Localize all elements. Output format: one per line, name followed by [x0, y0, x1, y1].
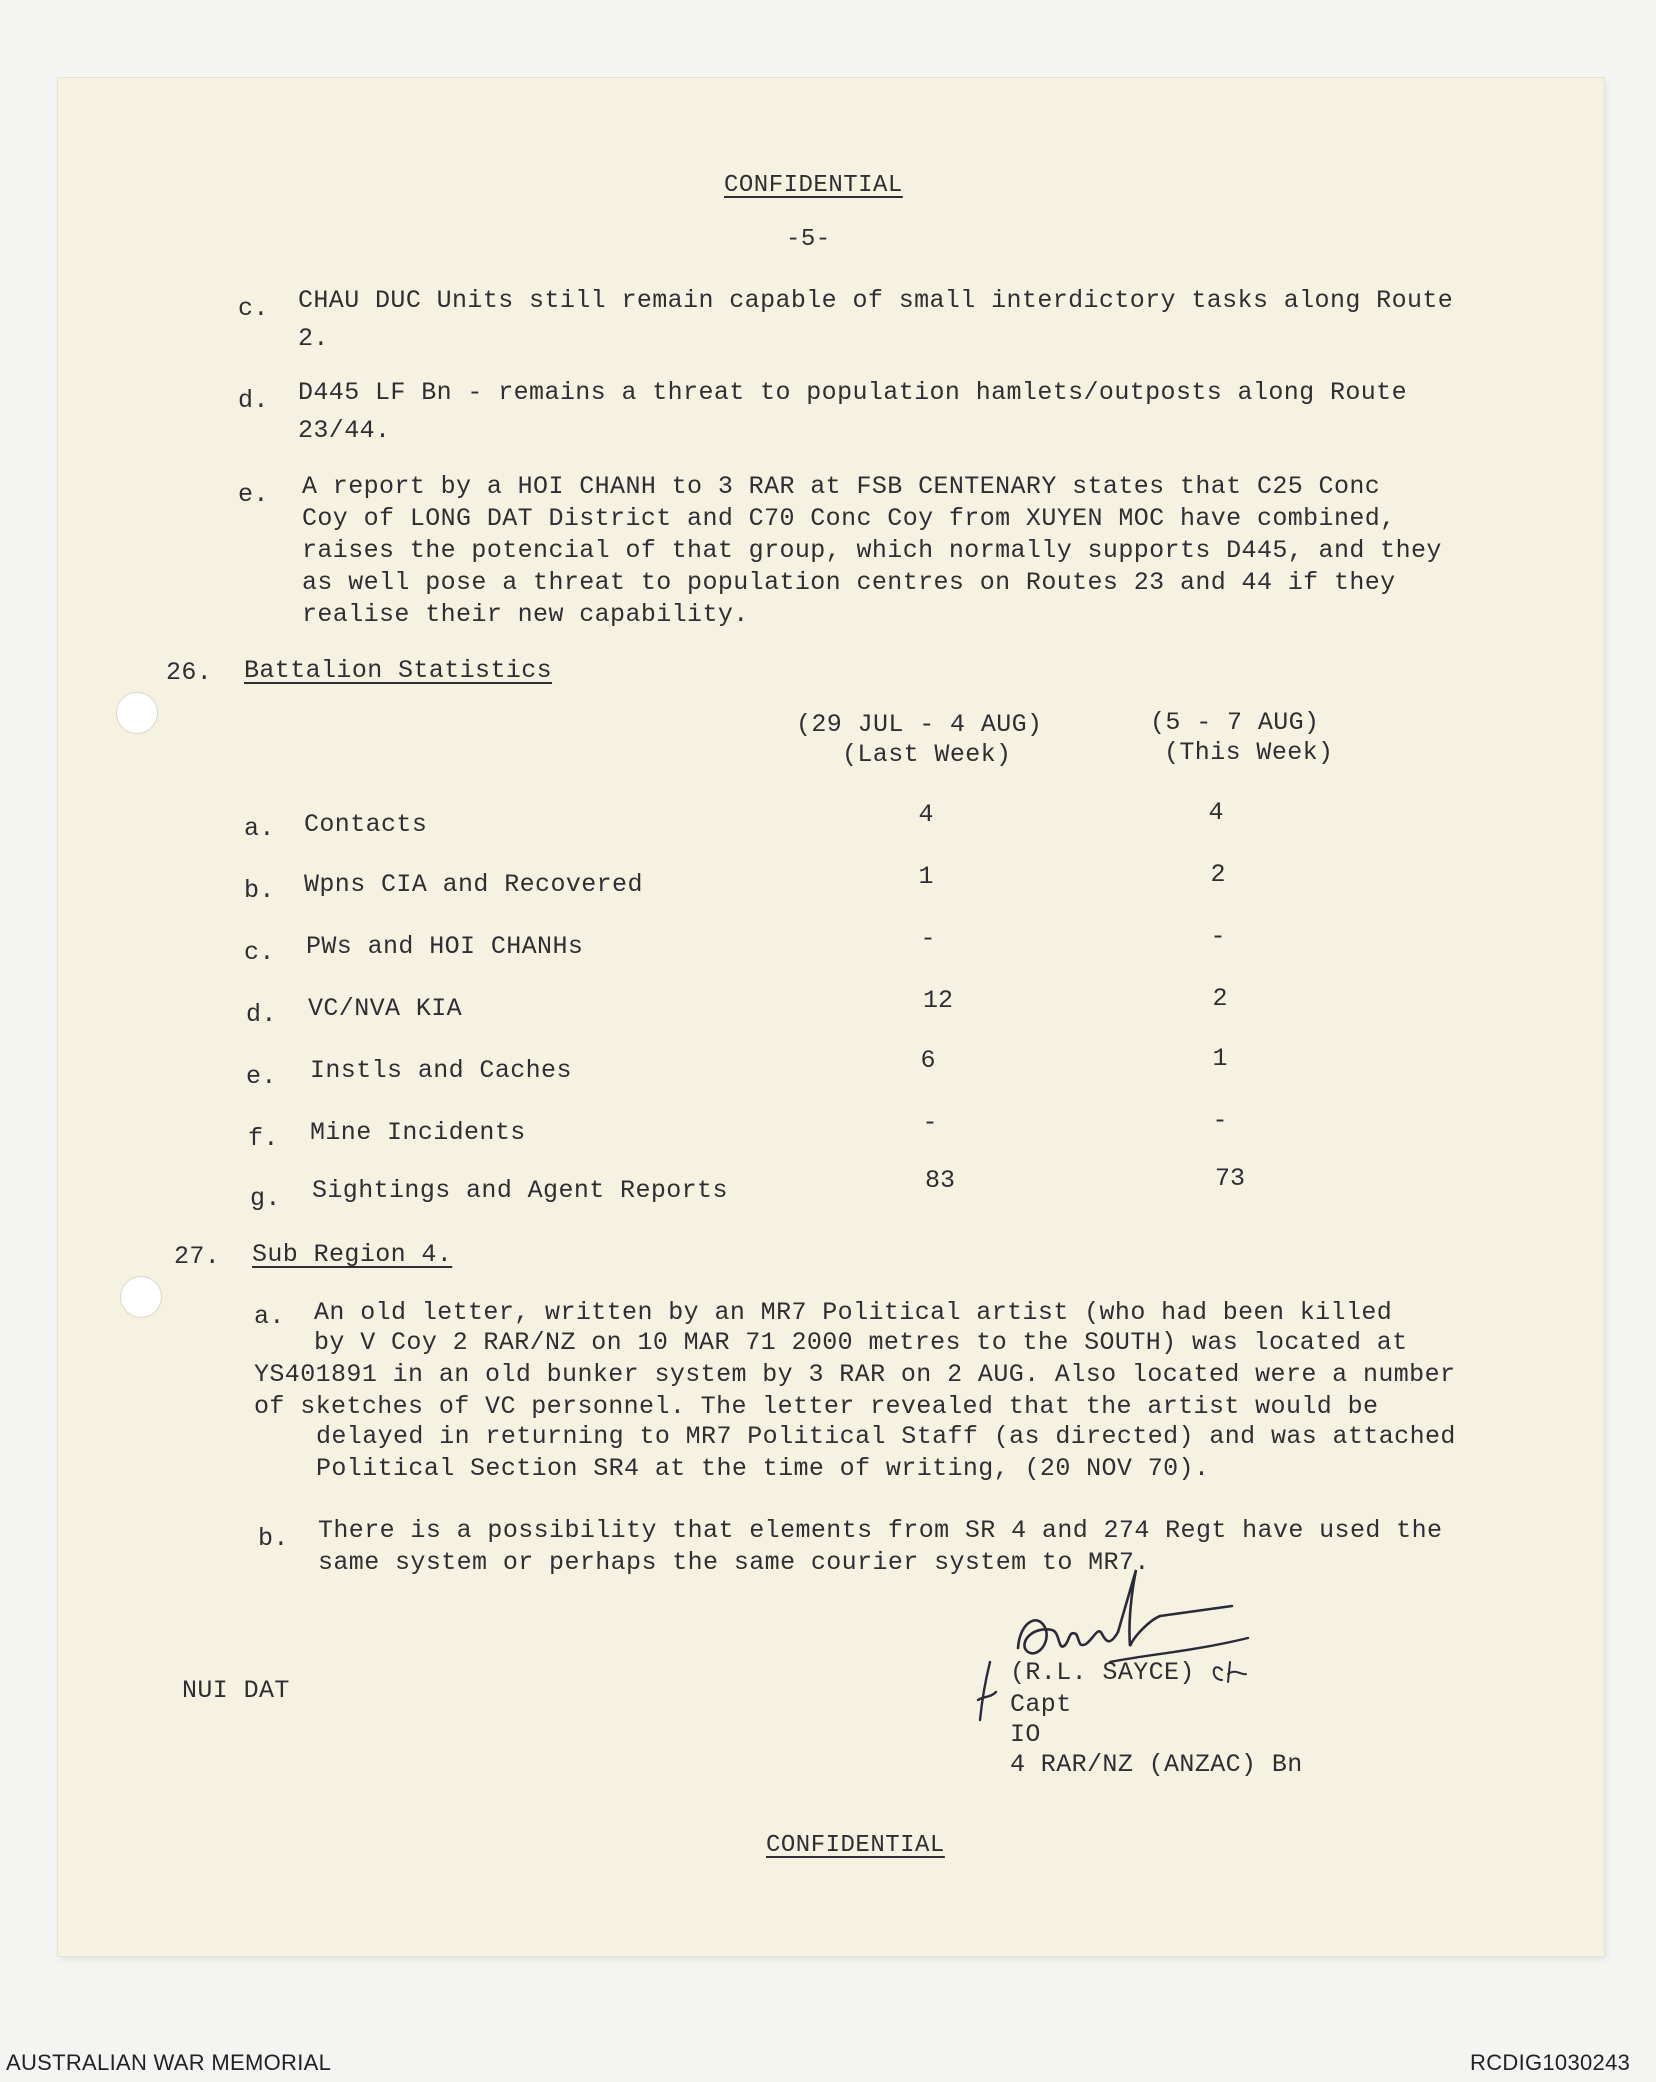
signatory-rank: Capt: [1010, 1690, 1072, 1719]
stat-last-week: 83: [924, 1166, 955, 1195]
document-page: [58, 78, 1604, 1956]
item-line: 23/44.: [298, 416, 391, 445]
section-number: 26.: [166, 658, 213, 687]
stat-label: PWs and HOI CHANHs: [306, 932, 584, 961]
para-letter: b.: [258, 1524, 289, 1553]
item-letter: c.: [238, 294, 269, 323]
stat-label: Instls and Caches: [310, 1056, 572, 1085]
item-line: 2.: [298, 324, 329, 353]
para-line: by V Coy 2 RAR/NZ on 10 MAR 71 2000 metres to the SOUTH) was located at: [314, 1328, 1408, 1357]
para-line: An old letter, written by an MR7 Political artist (who had been killed: [314, 1298, 1393, 1327]
item-line: Coy of LONG DAT District and C70 Conc Coy from XUYEN MOC have combined,: [302, 504, 1396, 533]
stat-letter: f.: [248, 1124, 279, 1153]
stat-this-week: 4: [1208, 798, 1224, 827]
stat-letter: a.: [244, 814, 275, 843]
handwritten-signature: [960, 1550, 1260, 1730]
item-line: raises the potencial of that group, which normally supports D445, and they: [302, 536, 1442, 565]
stat-letter: b.: [244, 876, 275, 905]
para-line: same system or perhaps the same courier system to MR7.: [318, 1548, 1150, 1577]
classification-header: CONFIDENTIAL: [724, 172, 903, 199]
stat-last-week: 6: [920, 1046, 936, 1075]
stat-label: Wpns CIA and Recovered: [304, 870, 643, 899]
col-header-last-week: (Last Week): [842, 740, 1012, 769]
stat-label: VC/NVA KIA: [308, 994, 463, 1023]
punch-hole-bottom: [120, 1276, 162, 1318]
archive-name: AUSTRALIAN WAR MEMORIAL: [6, 2050, 332, 2075]
stat-letter: d.: [246, 1000, 277, 1029]
page-number: -5-: [786, 226, 831, 253]
stat-this-week: -: [1210, 922, 1226, 951]
stat-this-week: 2: [1210, 860, 1226, 889]
stat-last-week: 4: [918, 800, 934, 829]
stat-label: Mine Incidents: [310, 1118, 526, 1147]
classification-footer: CONFIDENTIAL: [766, 1832, 945, 1859]
para-letter: a.: [254, 1302, 285, 1331]
signatory-name: (R.L. SAYCE): [1010, 1658, 1195, 1687]
para-line: delayed in returning to MR7 Political Staff (as directed) and was attached: [316, 1422, 1456, 1451]
section-number: 27.: [174, 1242, 221, 1271]
stat-this-week: 2: [1212, 984, 1228, 1013]
para-line: Political Section SR4 at the time of writing, (20 NOV 70).: [316, 1454, 1210, 1483]
archive-reference: RCDIG1030243: [1470, 2050, 1631, 2075]
stat-letter: c.: [244, 938, 275, 967]
signatory-appointment: IO: [1010, 1720, 1041, 1749]
place-name: NUI DAT: [182, 1676, 290, 1705]
stat-last-week: -: [920, 924, 936, 953]
stat-label: Sightings and Agent Reports: [312, 1176, 728, 1205]
stat-last-week: 1: [918, 862, 934, 891]
stat-this-week: -: [1212, 1106, 1228, 1135]
section-title: Battalion Statistics: [244, 656, 553, 685]
item-line: D445 LF Bn - remains a threat to population hamlets/outposts along Route: [298, 378, 1407, 407]
punch-hole-top: [116, 692, 158, 734]
stat-letter: e.: [246, 1062, 277, 1091]
stat-this-week: 73: [1214, 1164, 1245, 1193]
stat-this-week: 1: [1212, 1044, 1228, 1073]
item-line: A report by a HOI CHANH to 3 RAR at FSB CENTENARY states that C25 Conc: [302, 472, 1381, 501]
para-line: YS401891 in an old bunker system by 3 RAR on 2 AUG. Also located were a number: [254, 1360, 1456, 1389]
item-line: as well pose a threat to population centres on Routes 23 and 44 if they: [302, 568, 1396, 597]
item-line: CHAU DUC Units still remain capable of small interdictory tasks along Route: [298, 286, 1454, 315]
stat-label: Contacts: [304, 810, 428, 839]
para-line: There is a possibility that elements from SR 4 and 274 Regt have used the: [318, 1516, 1443, 1545]
item-line: realise their new capability.: [302, 600, 749, 629]
para-line: of sketches of VC personnel. The letter revealed that the artist would be: [254, 1392, 1379, 1421]
stat-last-week: -: [922, 1108, 938, 1137]
item-letter: d.: [238, 386, 269, 415]
col-header-last-week-dates: (29 JUL - 4 AUG): [796, 710, 1043, 739]
stat-last-week: 12: [922, 986, 953, 1015]
item-letter: e.: [238, 480, 269, 509]
col-header-this-week: (This Week): [1164, 738, 1334, 767]
stat-letter: g.: [250, 1184, 281, 1213]
col-header-this-week-dates: (5 - 7 AUG): [1150, 708, 1320, 737]
signatory-unit: 4 RAR/NZ (ANZAC) Bn: [1010, 1750, 1303, 1779]
section-title: Sub Region 4.: [252, 1240, 453, 1269]
